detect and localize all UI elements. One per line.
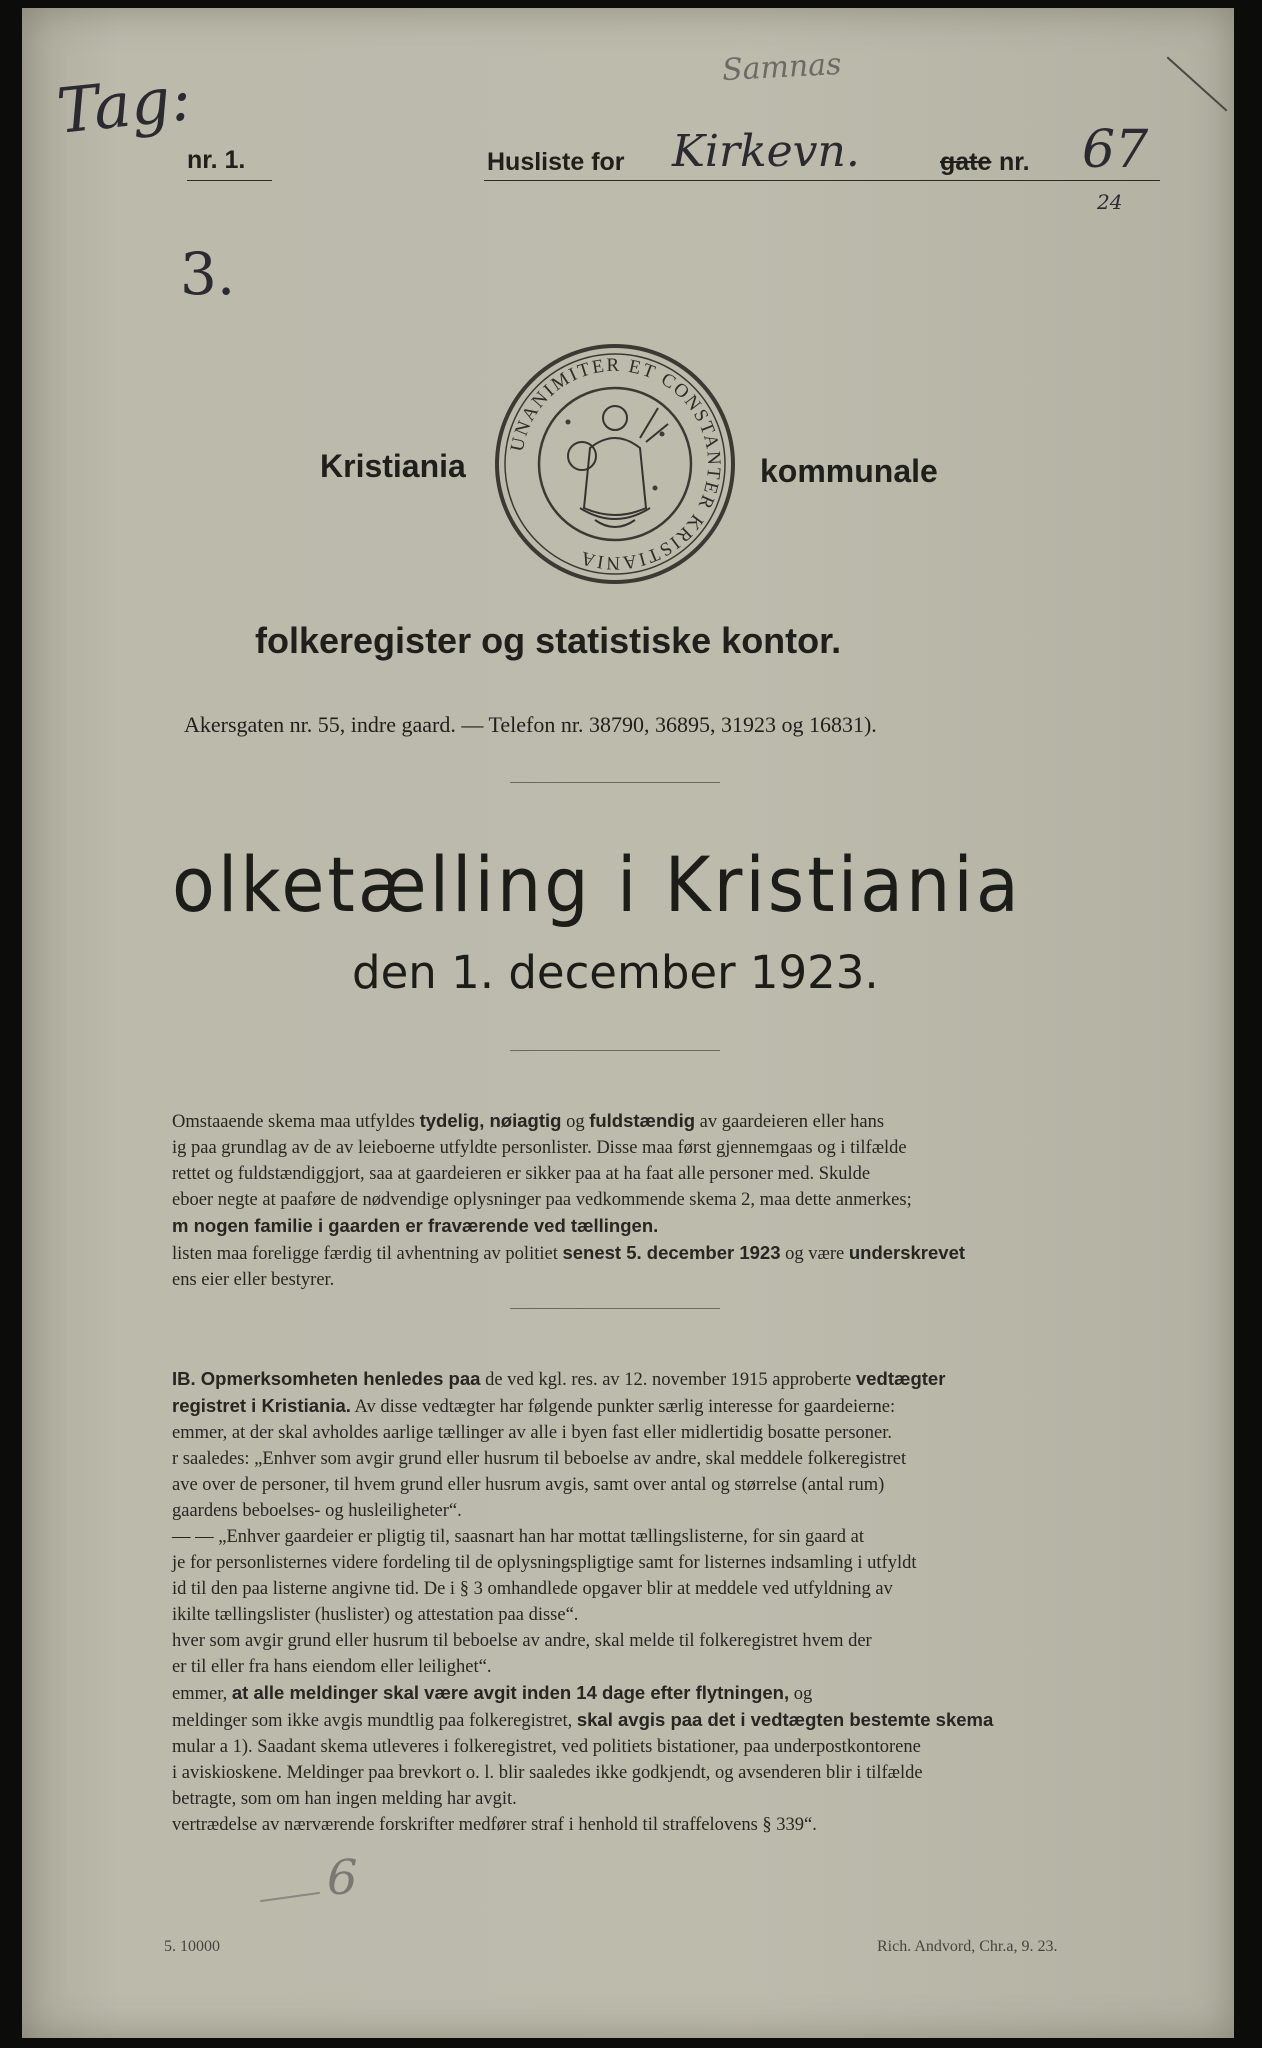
text-line [172,1524,1160,1550]
text-line [172,1366,1160,1393]
text-line [172,1108,1160,1135]
text-segment: Omstaaende skema maa utfyldes [172,1112,420,1132]
text-segment: ikilte tællingslister (huslister) og attestation paa disse“. [172,1605,579,1625]
text-segment: vertrædelse av nærværende forskrifter medfører straf i henhold til straffelovens § 339“. [172,1815,817,1835]
city-seal-icon [490,338,740,590]
text-segment: senest 5. december 1923 [562,1242,781,1263]
text-segment: — — „Enhver gaardeier er pligtig til, saasnart han har mottat tællingslisterne, for sin gaard at [172,1527,864,1547]
text-line [172,1135,1160,1161]
text-segment: mular a 1). Saadant skema utleveres i folkeregistret, ved politiets bistationer, paa underpostkontorene [172,1737,921,1757]
separator-2 [510,1050,720,1051]
handwritten-dash [260,1892,320,1902]
text-segment: emmer, at der skal avholdes aarlige tællinger av alle i byen fast eller midlertidig bosatte personer. [172,1423,893,1443]
text-line [172,1187,1160,1213]
text-line [172,1576,1160,1602]
text-segment: er til eller fra hans eiendom eller leilighet“. [172,1657,492,1677]
text-segment: de ved kgl. res. av 12. november 1915 approberte [480,1370,856,1390]
census-title: olketælling i Kristiania [172,840,1022,930]
handwritten-sub-number: 24 [1097,190,1123,214]
text-line [172,1550,1160,1576]
text-segment: og være [780,1244,849,1264]
text-line [172,1602,1160,1628]
text-segment: je for personlisternes videre fordeling til de oplysningspligtige samt for listernes indsamling i utfyldt [172,1553,917,1573]
regulations-paragraph [172,1366,1160,1838]
form-number-underline [187,180,272,181]
handwritten-mark-3: 3. [180,240,236,308]
text-segment: ave over de personer, til hvem grund eller husrum avgis, samt over antal og størrelse (antal rum) [172,1475,885,1495]
separator-1 [510,782,720,783]
text-segment: vedtægter [855,1368,946,1389]
text-line [172,1161,1160,1187]
text-segment: og [789,1684,813,1704]
text-segment: ens eier eller bestyrer. [172,1270,335,1290]
office-left-word: Kristiania [320,448,466,484]
text-segment: registret i Kristiania. [172,1395,351,1416]
text-segment: hver som avgir grund eller husrum til beboelse av andre, skal melde til folkeregistret hvem der [172,1631,872,1651]
office-right-word: kommunale [760,453,938,489]
text-line [172,1472,1160,1498]
text-line [172,1420,1160,1446]
document-page [22,8,1234,2038]
text-segment: betragte, som om han ingen melding har avgit. [172,1789,517,1809]
text-segment: r saaledes: „Enhver som avgir grund eller husrum til beboelse av andre, skal meddele folkeregistret [172,1449,907,1469]
text-segment: listen maa foreligge færdig til avhentning av politiet [172,1244,563,1264]
text-line [172,1786,1160,1812]
text-segment: fuldstændig [589,1110,696,1131]
text-line [172,1734,1160,1760]
text-line [172,1654,1160,1680]
handwritten-street: Kirkevn. [672,126,860,177]
handwritten-tag: Tag: [53,61,195,148]
text-segment: og [561,1112,590,1132]
separator-3 [510,1308,720,1309]
text-segment: ig paa grundlag av de av leieboerne utfyldte personlister. Disse maa først gjennemgaas og i tilfælde [172,1138,907,1158]
handwritten-top-note: Samnas [721,46,843,89]
census-date: den 1. december 1923. [352,946,879,999]
instructions-paragraph [172,1108,1160,1293]
text-segment: underskrevet [848,1242,966,1263]
text-line [172,1812,1160,1838]
text-segment: skal avgis paa det i vedtægten bestemte skema [576,1709,994,1730]
nr-label: nr. [999,148,1030,176]
handwritten-number: 67 [1082,120,1149,180]
text-segment: rettet og fuldstændiggjort, saa at gaardeieren er sikker paa at ha faat alle personer med. Skulde [172,1164,871,1184]
department-name: folkeregister og statistiske kontor. [255,620,842,661]
text-line [172,1267,1160,1293]
handwritten-bottom-mark: 6 [327,1850,358,1906]
text-line [172,1628,1160,1654]
corner-pencil-stroke [1167,56,1228,111]
text-line [172,1446,1160,1472]
text-line [172,1240,1160,1267]
text-line [172,1498,1160,1524]
print-run: 5. 10000 [164,1938,220,1955]
seal-text: UNANIMITER ET CONSTANTER KRISTIANIA [506,354,725,574]
text-segment: IB. Opmerksomheten henledes paa [172,1368,481,1389]
text-segment: av gaardeieren eller hans [695,1112,885,1132]
form-number: nr. 1. [187,146,246,174]
printer-credit: Rich. Andvord, Chr.a, 9. 23. [877,1938,1058,1955]
text-segment: Av disse vedtægter har følgende punkter særlig interesse for gaardeierne: [350,1397,896,1417]
text-segment: eboer negte at paaføre de nødvendige oplysninger paa vedkommende skema 2, maa dette anmerkes; [172,1190,912,1210]
text-segment: i aviskioskene. Meldinger paa brevkort o. l. blir saaledes ikke godkjendt, og avsenderen blir i tilfælde [172,1763,923,1783]
text-line [172,1707,1160,1734]
text-segment: id til den paa listerne angivne tid. De i § 3 omhandlede opgaver blir at meddele ved utfyldning av [172,1579,893,1599]
text-line [172,1760,1160,1786]
header-underline [484,180,1160,181]
text-segment: m nogen familie i gaarden er fraværende ved tællingen. [172,1215,659,1236]
text-segment: emmer, [172,1684,232,1704]
gate-label: gate [940,148,992,176]
text-line [172,1213,1160,1240]
text-segment: meldinger som ikke avgis mundtlig paa folkeregistret, [172,1711,577,1731]
text-line [172,1393,1160,1420]
text-segment: tydelig, nøiagtig [419,1110,562,1131]
husliste-label: Husliste for [487,148,625,176]
text-line [172,1680,1160,1707]
text-segment: gaardens beboelses- og husleiligheter“. [172,1501,462,1521]
text-segment: at alle meldinger skal være avgit inden 14 dage efter flytningen, [231,1682,790,1703]
office-address: Akersgaten nr. 55, indre gaard. — Telefon nr. 38790, 36895, 31923 og 16831). [184,712,877,737]
